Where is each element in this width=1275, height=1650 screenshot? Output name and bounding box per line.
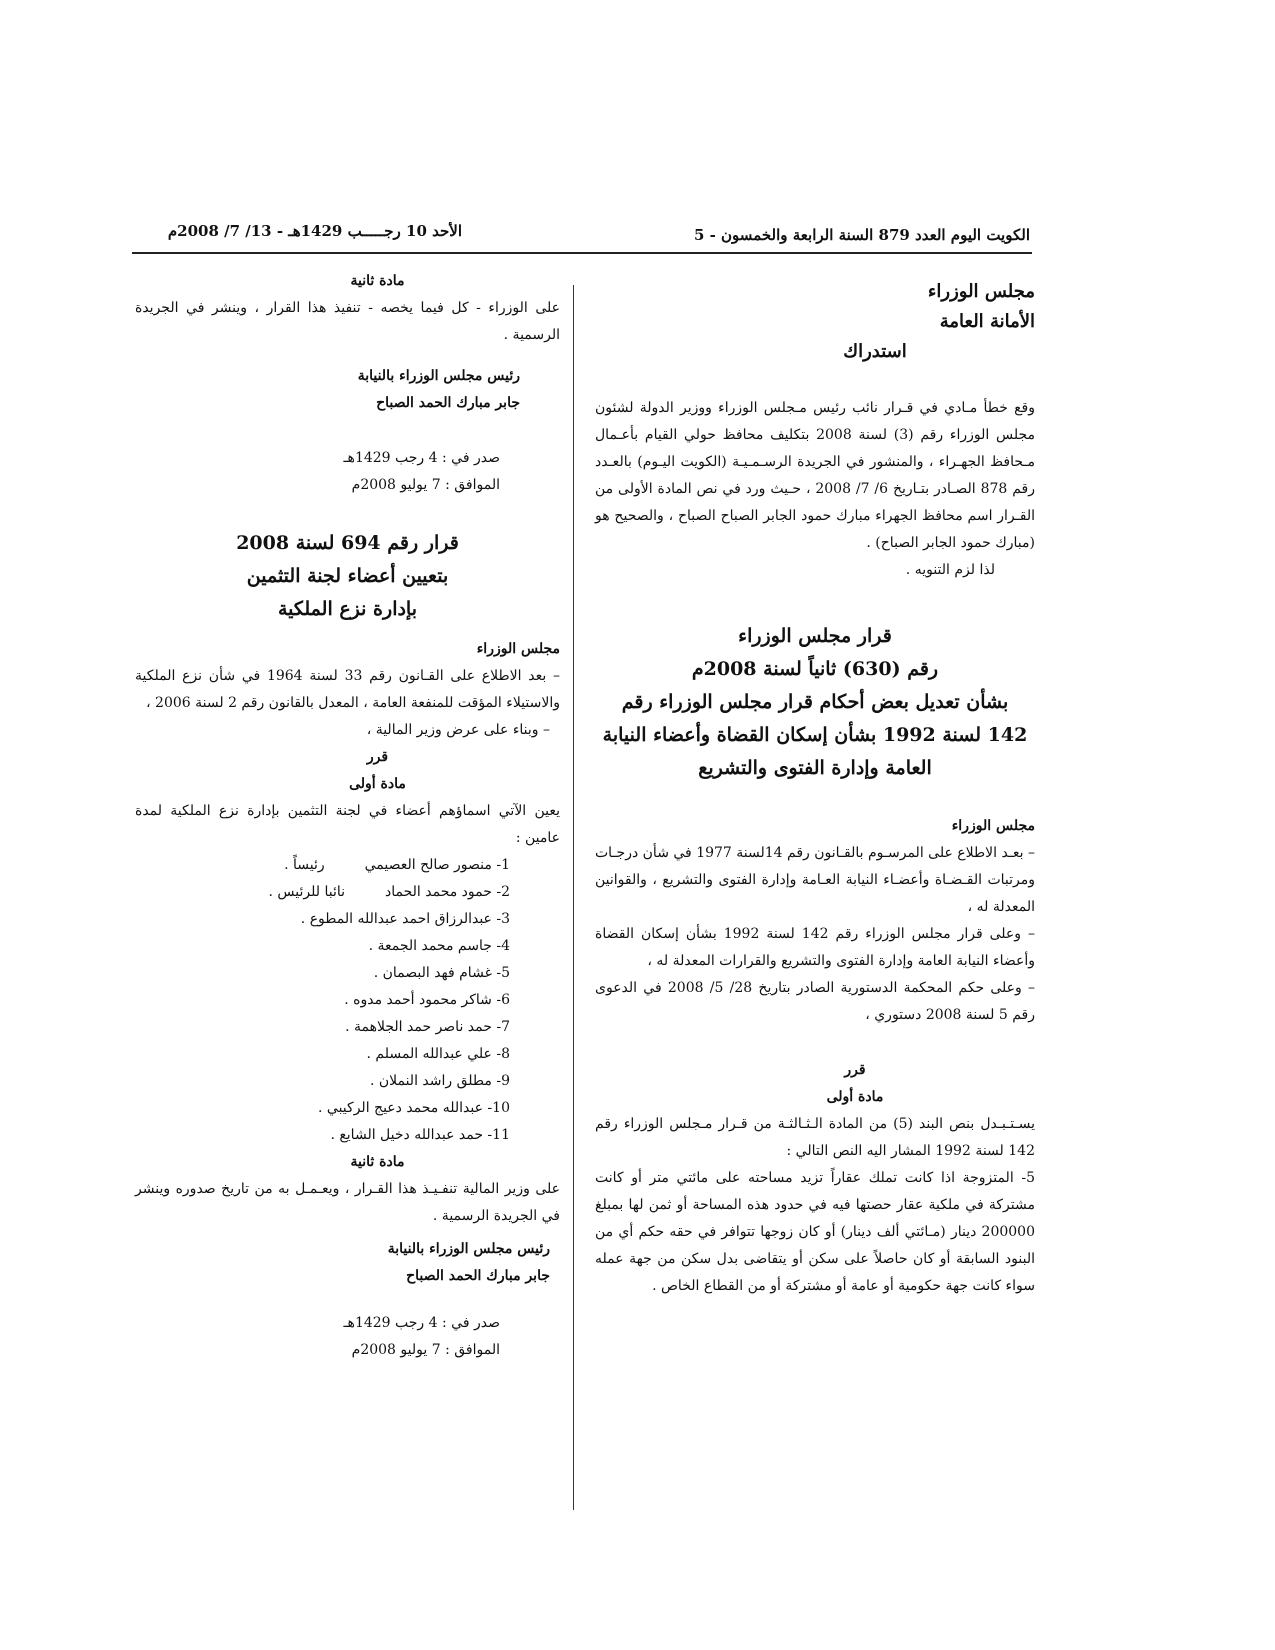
preamble: – وبناء على عرض وزير المالية ، [366, 722, 550, 738]
preamble: – وعلى قرار مجلس الوزراء رقم 142 لسنة 1992 بشأن إسكان القضاة وأعضاء النيابة العامة وإدارة الفتوى والتشريع والقرارات المعدلة له ، [595, 926, 1036, 969]
member-name: 6- شاكر محمود أحمد مدوه . [344, 992, 510, 1008]
member-name: 2- حمود محمد الحماد [385, 884, 510, 900]
article-title: مادة أولى [826, 1089, 884, 1105]
article-body: على وزير المالية تنفـيـذ هذا القـرار ، ويعـمـل به من تاريخ صدوره وينشر في الجريدة الرسمية . [135, 1181, 560, 1224]
signature-name: جابر مبارك الحمد الصباح [406, 1268, 550, 1284]
signature-name: جابر مبارك الحمد الصباح [376, 395, 520, 411]
article-title: مادة ثانية [350, 273, 405, 289]
decision-title-line: بشأن تعديل بعض أحكام قرار مجلس الوزراء رقم [621, 691, 1009, 713]
decision-title-line: 142 لسنة 1992 بشأن إسكان القضاة وأعضاء النيابة [602, 724, 1028, 746]
decision-title-line: قرار رقم 694 لسنة 2008 [236, 532, 459, 554]
list-item [135, 987, 560, 1014]
preamble: – بعـد الاطلاع على المرسـوم بالقـانون رقم 14لسنة 1977 في شأن درجـات ومرتبات القـضـاة وأعضـاء النيابة العـامة وإدارة الفتوى والتشريع ، والقوانين المعدلة له ، [595, 845, 1035, 915]
right-column [595, 277, 1035, 1300]
council-heading: مجلس الوزراء [951, 818, 1035, 834]
list-item [135, 1041, 560, 1068]
member-role: نائبا للرئيس . [268, 884, 346, 900]
member-name: 8- علي عبدالله المسلم . [366, 1046, 510, 1062]
decided-heading: قرر [844, 1062, 866, 1078]
council-heading: مجلس الوزراء [476, 641, 560, 657]
decision-title-line: رقم (630) ثانياً لسنة 2008م [691, 658, 939, 680]
member-name: 7- حمد ناصر حمد الجلاهمة . [345, 1019, 510, 1035]
erratum-body: وقع خطأ مـادي في قـرار نائب رئيس مـجلس الوزراء ووزير الدولة لشئون مجلس الوزراء رقم (3) لسنة 2008 بتكليف محافظ حولي القيام بأعـمال مـحافظ الجهـراء ، والمنشور في الجريدة الرسـمـيـة (الكويت اليـوم) بالعـدد رقم 878 الصـادر بتـاريخ 6/ 7/ 2008 ، حـيث ورد في نص المادة الأولى من القـرار اسم محافظ الجهراء مبارك حمود الجابر الصباح الصباح ، والصحيح هو (مبارك حمود الجابر الصباح) . [595, 400, 1036, 551]
member-name: 10- عبدالله محمد دعيج الركيبي . [318, 1100, 510, 1116]
article-body: على الوزراء - كل فيما يخصه - تنفيذ هذا القرار ، وينشر في الجريدة الرسمية . [135, 300, 560, 343]
decision-title-line: قرار مجلس الوزراء [738, 625, 892, 647]
org-secretariat: الأمانة العامة [939, 311, 1035, 332]
header-issue-info: الكويت اليوم العدد 879 السنة الرابعة والخمسون - 5 [693, 226, 1030, 244]
list-item [135, 1095, 560, 1122]
article-body: يعين الآتي اسماؤهم أعضاء في لجنة التثمين بإدارة نزع الملكية لمدة عامين : [135, 803, 560, 846]
header-date: الأحد 10 رجـــــب 1429هـ - 13/ 7/ 2008م [167, 222, 462, 240]
list-item [135, 933, 560, 960]
member-name: 1- منصور صالح العصيمي [364, 857, 510, 873]
list-item [135, 906, 560, 933]
erratum-note: لذا لزم التنويه . [905, 562, 995, 578]
member-name: 5- غشام فهد البصمان . [373, 965, 510, 981]
member-role: رئيساً . [284, 857, 325, 873]
article-body: 5- المتزوجة اذا كانت تملك عقاراً تزيد مساحته على مائتي متر أو كانت مشتركة في ملكية عقار حصتها فيه في حدود هذه المساحة أو ثمن لها بمبلغ 200000 دينار (مـائتي ألف دينار) أو كان زوجها تتوافر في حقه حكم أي من البنود السابقة أو كان حاصلاً على سكن أو يتقاضى بدل سكن من جهة عمله سواء كانت جهة حكومية أو عامة أو مشتركة أو من القطاع الخاص . [595, 1170, 1035, 1294]
corresponding-date: الموافق : 7 يوليو 2008م [351, 477, 500, 493]
article-body: يسـتـبـدل بنص البند (5) من المادة الـثـالثـة من قـرار مـجلس الوزراء رقم 142 لسنة 1992 المشار اليه النص التالي : [595, 1116, 1035, 1159]
signature-title: رئيس مجلس الوزراء بالنيابة [357, 368, 520, 384]
list-item [135, 879, 560, 906]
issued-date: صدر في : 4 رجب 1429هـ [343, 1315, 500, 1331]
erratum-title: استدراك [843, 341, 907, 362]
decision-title-line: بإدارة نزع الملكية [277, 598, 418, 620]
decided-heading: قرر [366, 749, 389, 765]
column-divider [573, 285, 574, 1510]
list-item [135, 852, 560, 879]
left-column [135, 268, 560, 1364]
corresponding-date: الموافق : 7 يوليو 2008م [351, 1342, 500, 1358]
header-rule [132, 252, 1032, 254]
list-item [135, 960, 560, 987]
decision-title-line: العامة وإدارة الفتوى والتشريع [698, 757, 932, 779]
member-name: 4- جاسم محمد الجمعة . [368, 938, 510, 954]
signature-title: رئيس مجلس الوزراء بالنيابة [387, 1241, 550, 1257]
list-item [135, 1068, 560, 1095]
preamble: – وعلى حكم المحكمة الدستورية الصادر بتاريخ 28/ 5/ 2008 في الدعوى رقم 5 لسنة 2008 دستوري ، [595, 980, 1036, 1023]
issued-date: صدر في : 4 رجب 1429هـ [343, 450, 500, 466]
decision-title-line: بتعيين أعضاء لجنة التثمين [246, 565, 449, 587]
article-title: مادة أولى [349, 776, 406, 792]
member-name: 11- حمد عبدالله دخيل الشايع . [330, 1127, 510, 1143]
article-title: مادة ثانية [350, 1154, 405, 1170]
member-name: 9- مطلق راشد النملان . [369, 1073, 510, 1089]
list-item [135, 1122, 560, 1149]
list-item [135, 1014, 560, 1041]
member-name: 3- عبدالرزاق احمد عبدالله المطوع . [300, 911, 510, 927]
preamble: – بعد الاطلاع على القـانون رقم 33 لسنة 1964 في شأن نزع الملكية والاستيلاء المؤقت للمنفعة العامة ، المعدل بالقانون رقم 2 لسنة 2006 ، [135, 668, 561, 711]
org-council: مجلس الوزراء [927, 281, 1035, 302]
